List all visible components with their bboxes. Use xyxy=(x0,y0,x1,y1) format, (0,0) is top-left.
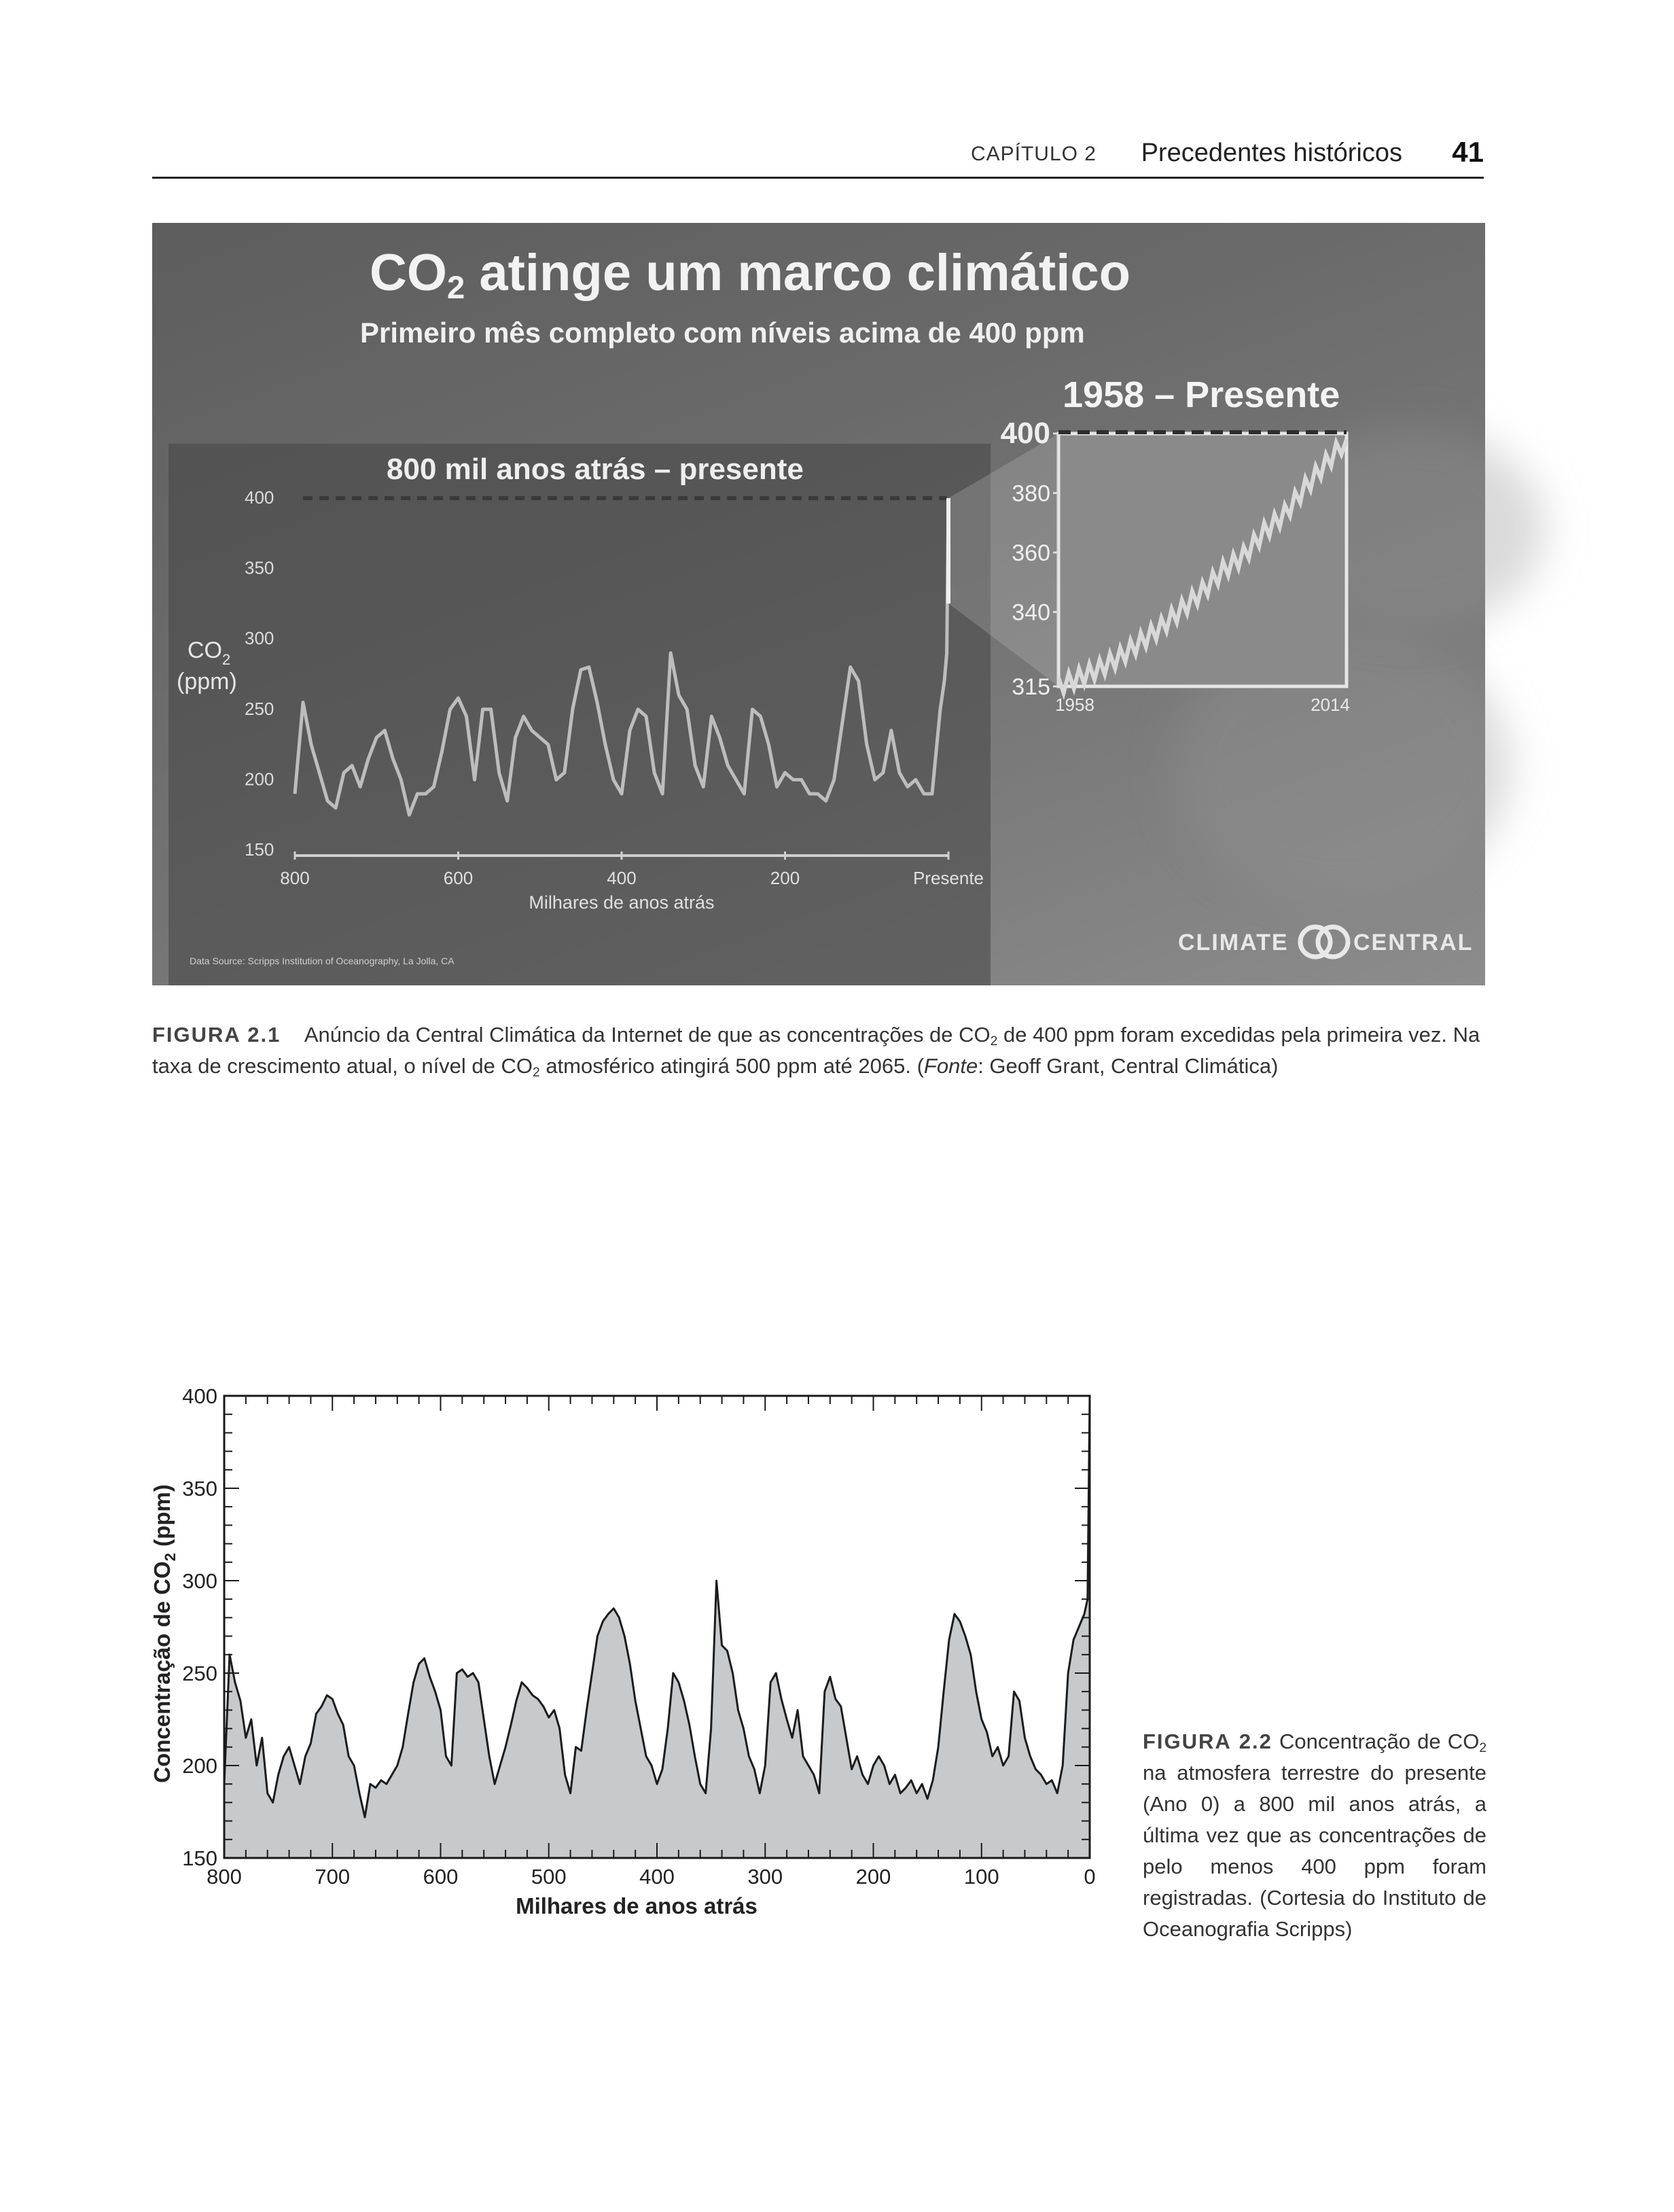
co2-series-line xyxy=(295,498,948,815)
y-axis-label: Concentração de $CO_2$ (ppm) xyxy=(149,1484,179,1783)
x-tick-label: 200 xyxy=(770,868,800,888)
y-tick-label: 150 xyxy=(245,839,274,860)
y-tick-label: 300 xyxy=(245,628,274,649)
y-tick-label: 250 xyxy=(182,1662,217,1685)
running-header xyxy=(152,133,1484,179)
y-tick-label: 200 xyxy=(182,1754,217,1778)
figure-2-2-chart xyxy=(149,1380,1107,1991)
x-tick-label: 400 xyxy=(639,1865,675,1889)
y-tick-label: 315 xyxy=(1012,674,1050,700)
period-label: 1958 – Presente xyxy=(1063,374,1340,415)
y-tick-label: 400 xyxy=(245,487,274,508)
y-tick-label: 350 xyxy=(245,557,274,578)
y-tick-label: 350 xyxy=(182,1477,217,1500)
y-tick-label: 360 xyxy=(1012,540,1050,567)
x-axis-label: Milhares de anos atrás xyxy=(516,1893,758,1918)
y-tick-label: 200 xyxy=(245,769,274,790)
banner-subtitle: Primeiro mês completo com níveis acima de 400 ppm xyxy=(360,317,1085,349)
x-tick-label: 2014 xyxy=(1311,695,1350,715)
y-axis-unit: (ppm) xyxy=(177,669,237,695)
y-tick-label: 380 xyxy=(1012,480,1050,507)
x-tick-label: 0 xyxy=(1084,1865,1096,1889)
climate-central-logo: CLIMATE CENTRAL xyxy=(1178,923,1463,961)
y-axis-label: $CO_2$ xyxy=(188,637,231,668)
x-tick-label: 500 xyxy=(531,1865,567,1889)
inset-frame xyxy=(1058,434,1347,686)
x-tick-label: 800 xyxy=(207,1865,242,1889)
y-tick-label: 250 xyxy=(245,698,274,719)
chapter-label: CAPÍTULO 2 xyxy=(970,143,1097,165)
figure-2-1-banner xyxy=(152,223,1485,985)
y-tick-label: 340 xyxy=(1012,599,1050,626)
x-tick-label: 200 xyxy=(855,1865,891,1889)
y-tick-label: 400 xyxy=(182,1384,217,1408)
x-axis-label: Milhares de anos atrás xyxy=(529,892,715,913)
co2-area xyxy=(224,1396,1090,1858)
data-source: Data Source: Scripps Institution of Oceanography, La Jolla, CA xyxy=(190,955,455,966)
inset-title: 800 mil anos atrás – presente xyxy=(387,453,804,486)
x-tick-label: 700 xyxy=(315,1865,351,1889)
page-number: 41 xyxy=(1452,136,1484,168)
x-tick-label: 300 xyxy=(747,1865,783,1889)
y-tick-label: 150 xyxy=(182,1846,217,1870)
figure-2-1-caption: FIGURA 2.1 Anúncio da Central Climática da Internet de que as concentrações de $CO_2$ de 400 ppm foram excedidas pela primeira vez. Na taxa de crescimento atual, o nível de $CO_2$ atmosférico atingirá 500 ppm até 2065. (Fonte: Geoff Grant, Central Climática) xyxy=(152,1023,1480,1080)
x-tick-label: 400 xyxy=(607,868,637,888)
figure-2-2-caption: FIGURA 2.2 Concentração de $CO_2$ na atmosfera terrestre do presente (Ano 0) a 800 mil anos atrás, a última vez que as concentrações de pelo menos 400 ppm foram registradas. (Cortesia do Instituto de Oceanografia Scripps) xyxy=(1143,1730,1486,1941)
x-tick-label: Presente xyxy=(912,868,984,888)
section-title: Precedentes históricos xyxy=(1141,139,1402,167)
logo-rings-icon xyxy=(1294,923,1355,961)
banner-title: $CO_2$ atinge um marco climático xyxy=(370,244,1131,305)
x-tick-label: 600 xyxy=(423,1865,459,1889)
x-tick-label: 800 xyxy=(280,868,310,888)
x-tick-label: 100 xyxy=(963,1865,999,1889)
banner-charts-svg xyxy=(152,223,1485,985)
y-tick-label: 300 xyxy=(182,1569,217,1593)
x-tick-label: 600 xyxy=(443,868,474,888)
x-tick-label: 1958 xyxy=(1055,695,1094,715)
y-tick-label: 400 xyxy=(1000,417,1050,450)
